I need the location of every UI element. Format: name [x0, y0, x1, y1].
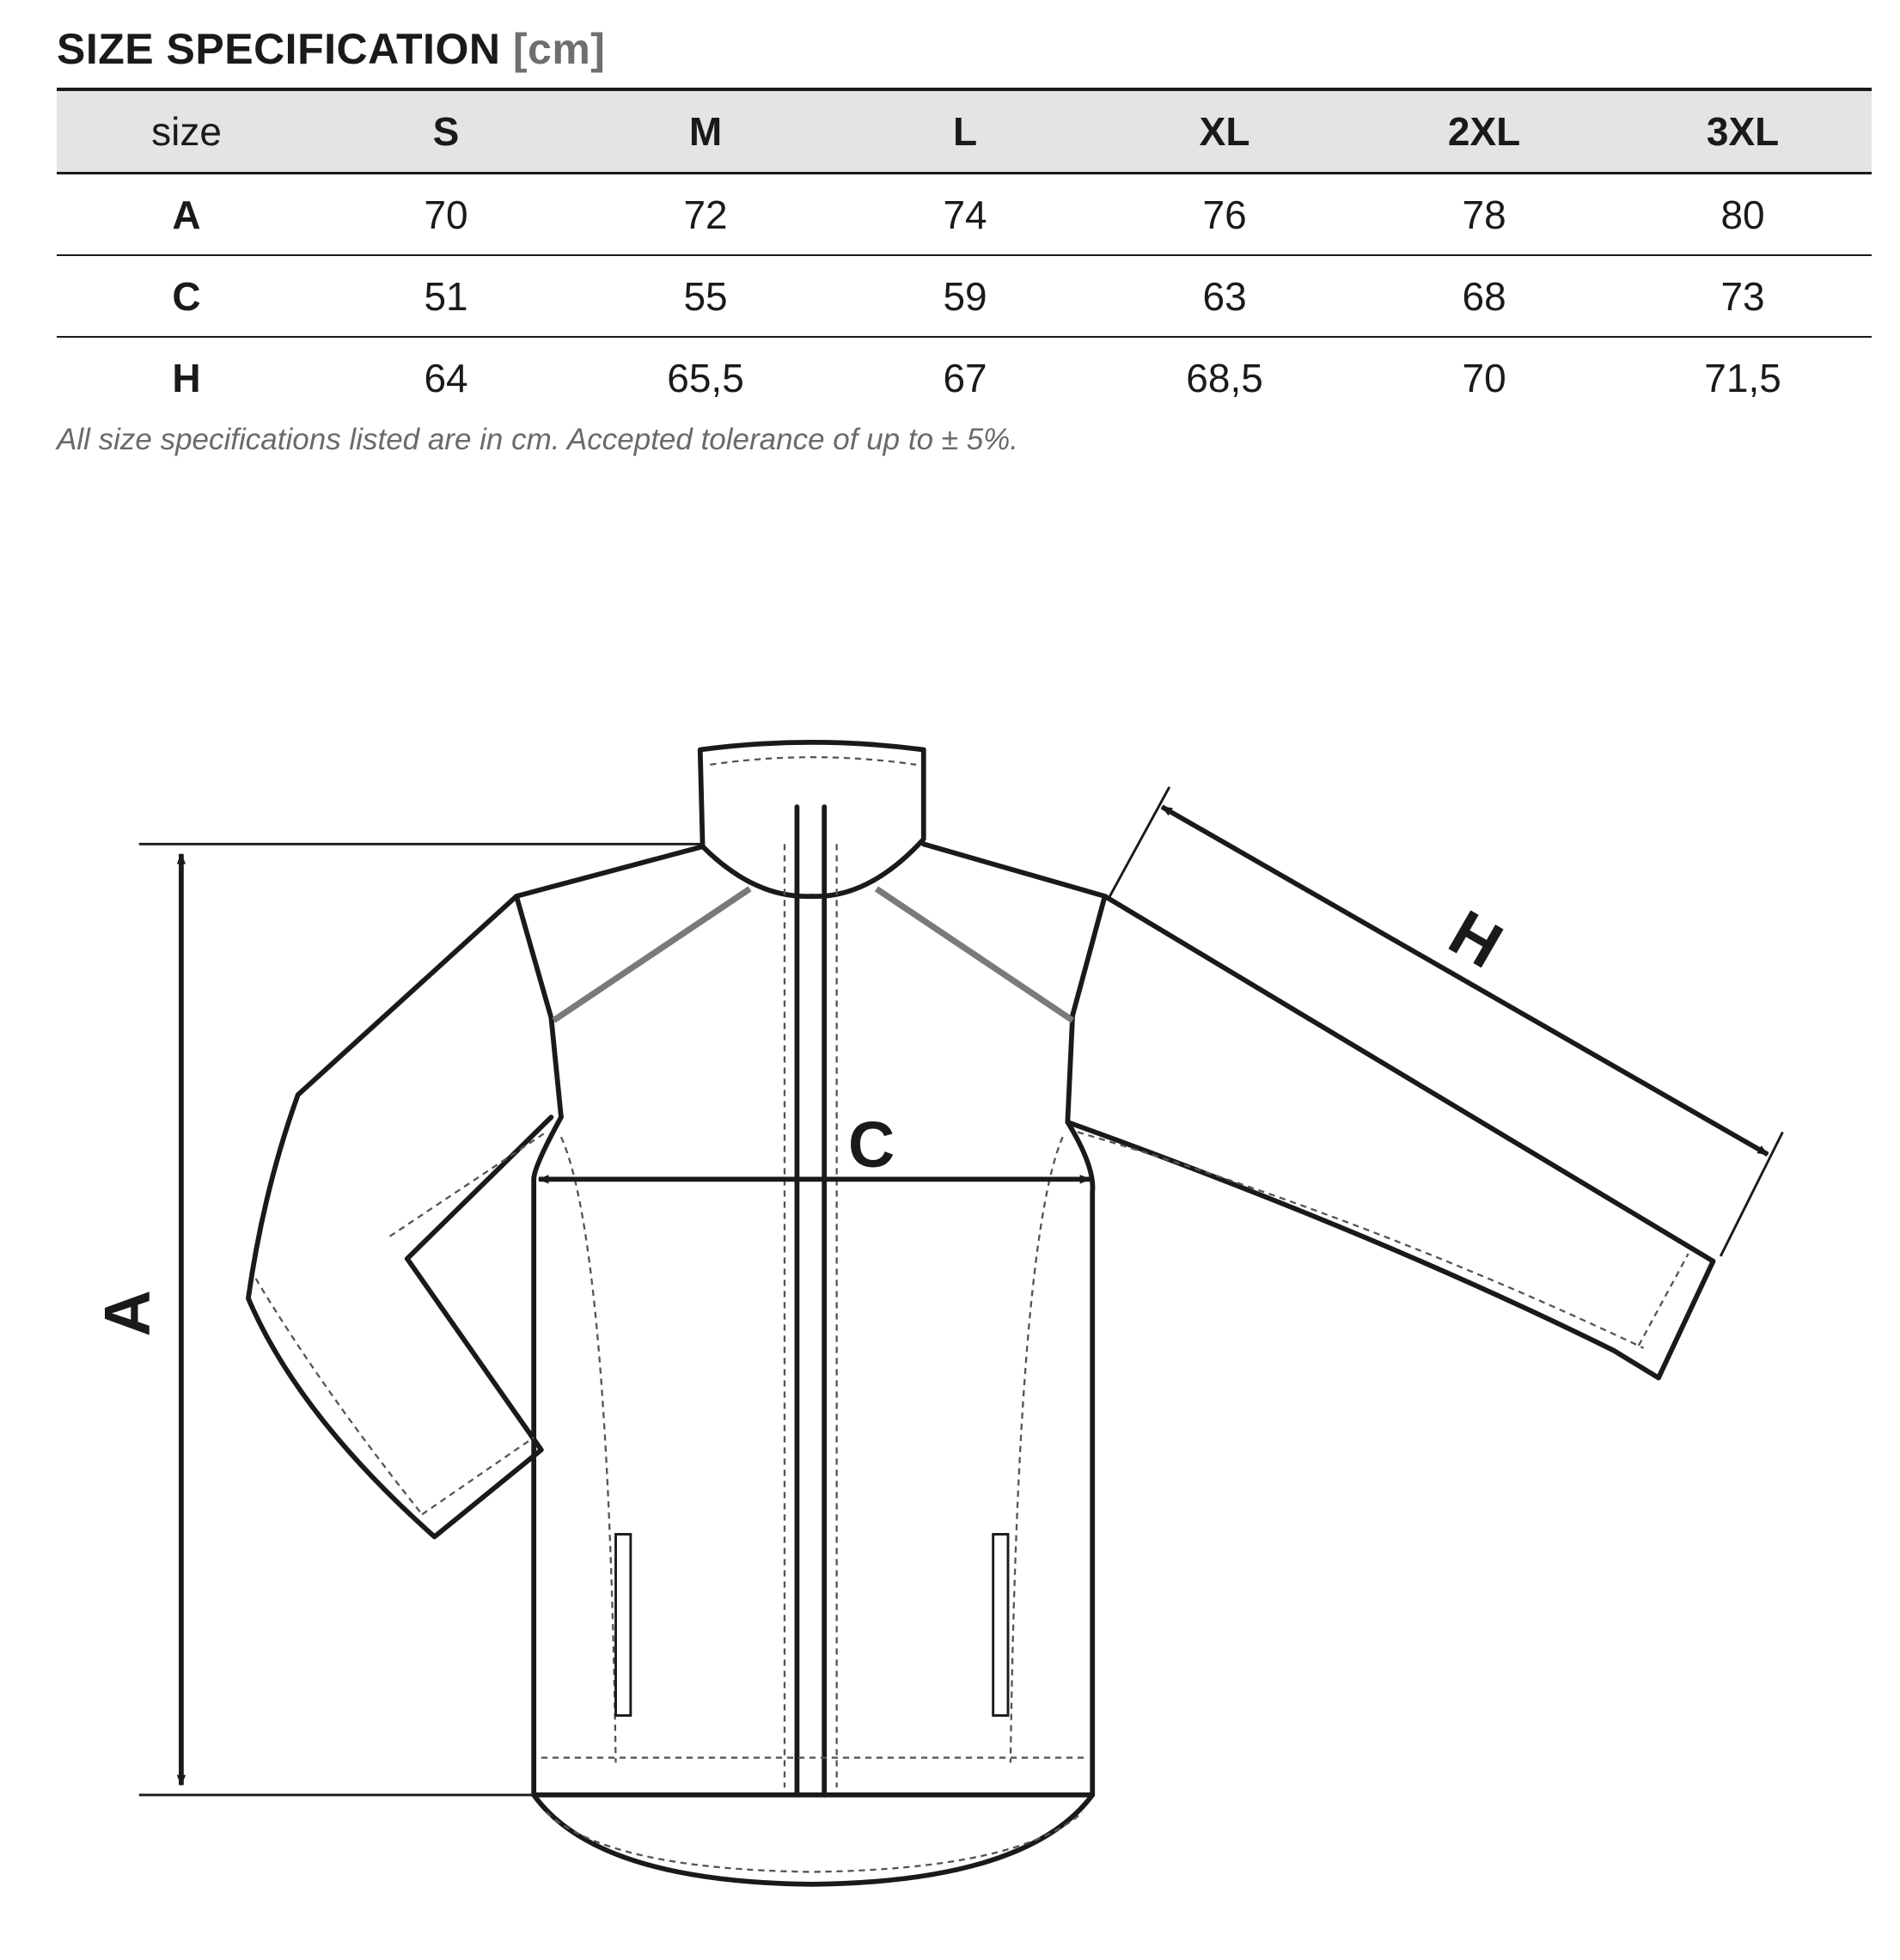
- title-main: SIZE SPECIFICATION: [57, 25, 501, 73]
- raglan-seams: [553, 888, 1072, 1020]
- table-cell: 64: [424, 355, 468, 400]
- table-cell: 73: [1614, 255, 1872, 337]
- header-size-s: S: [316, 89, 576, 174]
- table-cell: 78: [1354, 174, 1614, 256]
- header-size-label: size: [57, 89, 316, 174]
- header-size-3xl: 3XL: [1614, 89, 1872, 174]
- header-size-m: M: [576, 89, 835, 174]
- dimension-label-h: H: [1438, 895, 1515, 982]
- header-size-xl: XL: [1095, 89, 1354, 174]
- row-label: C: [57, 255, 316, 337]
- dimension-a: [90, 844, 702, 1795]
- table-cell: 72: [576, 174, 835, 256]
- table-cell: 63: [1095, 255, 1354, 337]
- dimension-label-a: A: [90, 1290, 163, 1337]
- dimension-c: [539, 1108, 1090, 1181]
- table-cell: 80: [1614, 174, 1872, 256]
- title-unit: [cm]: [512, 25, 606, 73]
- header-size-l: L: [835, 89, 1095, 174]
- row-label: A: [57, 174, 316, 256]
- header-size-2xl: 2XL: [1354, 89, 1614, 174]
- pocket-zippers: [616, 1535, 1008, 1716]
- dimension-h: [1109, 787, 1782, 1256]
- table-cell: 67: [943, 355, 987, 400]
- table-cell: 51: [316, 255, 576, 337]
- table-cell: 55: [576, 255, 835, 337]
- table-cell: 70: [316, 174, 576, 256]
- table-cell: 68,5: [1186, 355, 1263, 400]
- tolerance-note: All size specifications listed are in cm. Accepted tolerance of up to ± 5%.: [57, 423, 1019, 456]
- row-label: H: [172, 355, 201, 400]
- table-cell: 65,5: [667, 355, 744, 400]
- table-cell: 68: [1354, 255, 1614, 337]
- table-cell: 71,5: [1704, 355, 1781, 400]
- dimension-label-c: C: [847, 1108, 895, 1181]
- table-cell: 76: [1095, 174, 1354, 256]
- table-cell: 70: [1462, 355, 1506, 400]
- table-cell: 74: [835, 174, 1095, 256]
- table-cell: 59: [835, 255, 1095, 337]
